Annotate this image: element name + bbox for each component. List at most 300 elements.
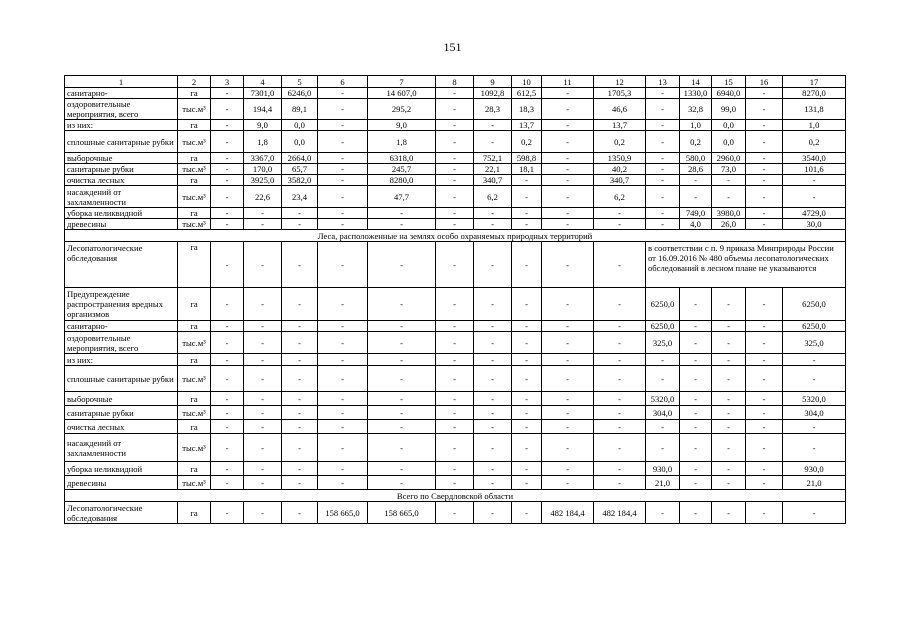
row-label: Лесопатологические обследования bbox=[65, 502, 178, 524]
table-row bbox=[65, 420, 846, 434]
value-cell: - bbox=[211, 219, 244, 230]
value-cell: - bbox=[746, 131, 783, 153]
value-cell: - bbox=[474, 208, 512, 219]
unit-cell: тыс.м³ bbox=[178, 366, 211, 392]
value-cell: - bbox=[211, 502, 244, 524]
value-cell: 3582,0 bbox=[282, 175, 318, 186]
value-cell: - bbox=[368, 219, 436, 230]
value-cell: - bbox=[474, 420, 512, 434]
value-cell: - bbox=[594, 288, 646, 321]
column-number: 10 bbox=[512, 76, 542, 88]
value-cell: - bbox=[646, 366, 680, 392]
value-cell: - bbox=[512, 420, 542, 434]
value-cell: 0,2 bbox=[512, 131, 542, 153]
value-cell: 0,0 bbox=[282, 120, 318, 131]
value-cell: - bbox=[712, 420, 746, 434]
value-cell: - bbox=[542, 208, 594, 219]
value-cell: - bbox=[680, 186, 712, 208]
value-cell: - bbox=[646, 420, 680, 434]
value-cell: - bbox=[318, 332, 368, 354]
column-number: 9 bbox=[474, 76, 512, 88]
value-cell: - bbox=[282, 332, 318, 354]
row-label: оздоровительные мероприятия, всего bbox=[65, 99, 178, 120]
value-cell: 482 184,4 bbox=[594, 502, 646, 524]
value-cell: - bbox=[783, 420, 846, 434]
value-cell: - bbox=[282, 476, 318, 490]
value-cell: - bbox=[318, 242, 368, 288]
value-cell: - bbox=[282, 434, 318, 462]
value-cell: 23,4 bbox=[282, 186, 318, 208]
value-cell: - bbox=[512, 186, 542, 208]
value-cell: - bbox=[436, 462, 474, 476]
value-cell: - bbox=[746, 186, 783, 208]
value-cell: - bbox=[368, 406, 436, 420]
column-number: 8 bbox=[436, 76, 474, 88]
value-cell: - bbox=[436, 366, 474, 392]
value-cell: 14 607,0 bbox=[368, 88, 436, 99]
row-label: санитарные рубки bbox=[65, 406, 178, 420]
value-cell: - bbox=[783, 354, 846, 366]
table-row bbox=[65, 332, 846, 354]
table-row bbox=[65, 502, 846, 524]
row-label: древесины bbox=[65, 219, 178, 230]
value-cell: 1,8 bbox=[244, 131, 282, 153]
value-cell: 0,0 bbox=[282, 131, 318, 153]
value-cell: 1,0 bbox=[680, 120, 712, 131]
value-cell: 749,0 bbox=[680, 208, 712, 219]
value-cell: - bbox=[512, 502, 542, 524]
value-cell: 46,6 bbox=[594, 99, 646, 120]
table-row bbox=[65, 354, 846, 366]
value-cell: 47,7 bbox=[368, 186, 436, 208]
value-cell: 1,8 bbox=[368, 131, 436, 153]
value-cell: - bbox=[512, 366, 542, 392]
value-cell: - bbox=[646, 219, 680, 230]
value-cell: 158 665,0 bbox=[318, 502, 368, 524]
column-number: 16 bbox=[746, 76, 783, 88]
value-cell: 1092,8 bbox=[474, 88, 512, 99]
value-cell: - bbox=[318, 186, 368, 208]
value-cell: - bbox=[436, 120, 474, 131]
value-cell: - bbox=[712, 354, 746, 366]
table-row bbox=[65, 321, 846, 332]
table-row bbox=[65, 164, 846, 175]
value-cell: - bbox=[746, 354, 783, 366]
value-cell: - bbox=[542, 164, 594, 175]
value-cell: 9,0 bbox=[244, 120, 282, 131]
unit-cell: га bbox=[178, 288, 211, 321]
value-cell: - bbox=[244, 392, 282, 406]
value-cell: - bbox=[783, 186, 846, 208]
value-cell: - bbox=[746, 434, 783, 462]
value-cell: - bbox=[512, 354, 542, 366]
row-label: Предупреждение распространения вредных организмов bbox=[65, 288, 178, 321]
value-cell: - bbox=[318, 476, 368, 490]
value-cell: - bbox=[282, 366, 318, 392]
value-cell: - bbox=[436, 164, 474, 175]
unit-cell: га bbox=[178, 502, 211, 524]
column-number: 7 bbox=[368, 76, 436, 88]
value-cell: - bbox=[368, 476, 436, 490]
value-cell: - bbox=[680, 420, 712, 434]
value-cell: - bbox=[318, 366, 368, 392]
value-cell: - bbox=[436, 321, 474, 332]
value-cell: - bbox=[594, 406, 646, 420]
value-cell: 325,0 bbox=[783, 332, 846, 354]
value-cell: - bbox=[542, 131, 594, 153]
unit-cell: га bbox=[178, 392, 211, 406]
unit-cell: га bbox=[178, 420, 211, 434]
value-cell: - bbox=[318, 434, 368, 462]
value-cell: - bbox=[746, 366, 783, 392]
value-cell: 28,6 bbox=[680, 164, 712, 175]
row-label: очистка лесных bbox=[65, 420, 178, 434]
value-cell: - bbox=[746, 120, 783, 131]
row-label: насаждений от захламленности bbox=[65, 434, 178, 462]
value-cell: - bbox=[594, 420, 646, 434]
value-cell: - bbox=[474, 476, 512, 490]
value-cell: - bbox=[680, 392, 712, 406]
table-row bbox=[65, 462, 846, 476]
value-cell: - bbox=[542, 153, 594, 164]
value-cell: - bbox=[244, 288, 282, 321]
section-title: Всего по Свердловской области bbox=[65, 490, 846, 502]
value-cell: - bbox=[211, 164, 244, 175]
value-cell: - bbox=[646, 120, 680, 131]
value-cell: - bbox=[436, 406, 474, 420]
value-cell: - bbox=[368, 242, 436, 288]
value-cell: - bbox=[746, 208, 783, 219]
value-cell: - bbox=[436, 420, 474, 434]
table-row bbox=[65, 288, 846, 321]
value-cell: - bbox=[211, 476, 244, 490]
value-cell: - bbox=[474, 366, 512, 392]
value-cell: - bbox=[282, 502, 318, 524]
table-row bbox=[65, 153, 846, 164]
value-cell: 340,7 bbox=[474, 175, 512, 186]
value-cell: - bbox=[244, 406, 282, 420]
value-cell: - bbox=[783, 175, 846, 186]
value-cell: - bbox=[646, 131, 680, 153]
value-cell: - bbox=[542, 242, 594, 288]
forest-measures-table bbox=[64, 75, 846, 524]
value-cell: 99,0 bbox=[712, 99, 746, 120]
column-number: 3 bbox=[211, 76, 244, 88]
value-cell: - bbox=[746, 502, 783, 524]
value-cell: - bbox=[512, 392, 542, 406]
value-cell: 5320,0 bbox=[646, 392, 680, 406]
value-cell: 32,8 bbox=[680, 99, 712, 120]
value-cell: - bbox=[646, 354, 680, 366]
value-cell: - bbox=[282, 288, 318, 321]
value-cell: - bbox=[746, 476, 783, 490]
value-cell: - bbox=[512, 476, 542, 490]
value-cell: 340,7 bbox=[594, 175, 646, 186]
value-cell: - bbox=[594, 208, 646, 219]
table-row bbox=[65, 175, 846, 186]
value-cell: 1,0 bbox=[783, 120, 846, 131]
column-number: 2 bbox=[178, 76, 211, 88]
value-cell: - bbox=[368, 462, 436, 476]
value-cell: - bbox=[211, 175, 244, 186]
value-cell: - bbox=[436, 175, 474, 186]
value-cell: 752,1 bbox=[474, 153, 512, 164]
value-cell: 22,6 bbox=[244, 186, 282, 208]
unit-cell: га bbox=[178, 242, 211, 288]
value-cell: - bbox=[318, 462, 368, 476]
value-cell: - bbox=[712, 175, 746, 186]
value-cell: 18,3 bbox=[512, 99, 542, 120]
value-cell: - bbox=[282, 208, 318, 219]
value-cell: - bbox=[244, 208, 282, 219]
value-cell: - bbox=[436, 131, 474, 153]
value-cell: 6250,0 bbox=[783, 288, 846, 321]
value-cell: - bbox=[542, 462, 594, 476]
value-cell: 6250,0 bbox=[646, 288, 680, 321]
table-row bbox=[65, 208, 846, 219]
value-cell: - bbox=[211, 366, 244, 392]
table-row bbox=[65, 392, 846, 406]
section-title: Леса, расположенные на землях особо охраняемых природных территорий bbox=[65, 230, 846, 242]
value-cell: - bbox=[594, 219, 646, 230]
value-cell: - bbox=[211, 420, 244, 434]
value-cell: 7301,0 bbox=[244, 88, 282, 99]
value-cell: - bbox=[436, 332, 474, 354]
value-cell: - bbox=[318, 420, 368, 434]
value-cell: - bbox=[746, 392, 783, 406]
value-cell: - bbox=[368, 420, 436, 434]
value-cell: - bbox=[594, 392, 646, 406]
value-cell: - bbox=[646, 502, 680, 524]
value-cell: - bbox=[211, 131, 244, 153]
value-cell: - bbox=[211, 406, 244, 420]
value-cell: - bbox=[282, 321, 318, 332]
value-cell: 6246,0 bbox=[282, 88, 318, 99]
value-cell: - bbox=[542, 219, 594, 230]
value-cell: - bbox=[680, 502, 712, 524]
value-cell: - bbox=[542, 332, 594, 354]
value-cell: 65,7 bbox=[282, 164, 318, 175]
column-number: 6 bbox=[318, 76, 368, 88]
unit-cell: тыс.м³ bbox=[178, 406, 211, 420]
value-cell: - bbox=[712, 434, 746, 462]
value-cell: - bbox=[436, 354, 474, 366]
value-cell: - bbox=[512, 321, 542, 332]
section-title-row bbox=[65, 490, 846, 502]
value-cell: - bbox=[436, 88, 474, 99]
value-cell: - bbox=[436, 502, 474, 524]
row-label: сплошные санитарные рубки bbox=[65, 131, 178, 153]
value-cell: 170,0 bbox=[244, 164, 282, 175]
value-cell: - bbox=[474, 321, 512, 332]
value-cell: - bbox=[646, 208, 680, 219]
value-cell: - bbox=[542, 354, 594, 366]
value-cell: - bbox=[244, 219, 282, 230]
value-cell: - bbox=[474, 462, 512, 476]
value-cell: - bbox=[712, 476, 746, 490]
value-cell: - bbox=[542, 392, 594, 406]
value-cell: - bbox=[746, 219, 783, 230]
row-label: выборочные bbox=[65, 392, 178, 406]
value-cell: - bbox=[594, 366, 646, 392]
value-cell: 295,2 bbox=[368, 99, 436, 120]
value-cell: 6940,0 bbox=[712, 88, 746, 99]
value-cell: - bbox=[594, 462, 646, 476]
value-cell: - bbox=[542, 99, 594, 120]
value-cell: - bbox=[542, 120, 594, 131]
value-cell: 26,0 bbox=[712, 219, 746, 230]
value-cell: - bbox=[542, 186, 594, 208]
value-cell: - bbox=[368, 392, 436, 406]
value-cell: - bbox=[746, 321, 783, 332]
unit-cell: тыс.м³ bbox=[178, 332, 211, 354]
value-cell: - bbox=[244, 242, 282, 288]
table-row bbox=[65, 242, 846, 288]
value-cell: - bbox=[318, 392, 368, 406]
value-cell: 21,0 bbox=[783, 476, 846, 490]
value-cell: 28,3 bbox=[474, 99, 512, 120]
value-cell: - bbox=[646, 164, 680, 175]
value-cell: - bbox=[474, 120, 512, 131]
value-cell: - bbox=[436, 434, 474, 462]
table-row bbox=[65, 366, 846, 392]
value-cell: 6318,0 bbox=[368, 153, 436, 164]
value-cell: - bbox=[368, 332, 436, 354]
value-cell: 325,0 bbox=[646, 332, 680, 354]
value-cell: - bbox=[746, 153, 783, 164]
column-number: 1 bbox=[65, 76, 178, 88]
value-cell: - bbox=[680, 321, 712, 332]
value-cell: - bbox=[680, 288, 712, 321]
value-cell: - bbox=[746, 332, 783, 354]
value-cell: - bbox=[211, 242, 244, 288]
value-cell: 482 184,4 bbox=[542, 502, 594, 524]
row-label: санитарно- bbox=[65, 321, 178, 332]
value-cell: 8270,0 bbox=[783, 88, 846, 99]
value-cell: 2664,0 bbox=[282, 153, 318, 164]
value-cell: 21,0 bbox=[646, 476, 680, 490]
value-cell: 3540,0 bbox=[783, 153, 846, 164]
value-cell: 158 665,0 bbox=[368, 502, 436, 524]
value-cell: - bbox=[542, 366, 594, 392]
value-cell: - bbox=[594, 476, 646, 490]
value-cell: - bbox=[244, 332, 282, 354]
value-cell: - bbox=[318, 88, 368, 99]
value-cell: - bbox=[436, 153, 474, 164]
value-cell: 101,6 bbox=[783, 164, 846, 175]
value-cell: 6,2 bbox=[474, 186, 512, 208]
row-label: из них: bbox=[65, 120, 178, 131]
unit-cell: га bbox=[178, 208, 211, 219]
table-row bbox=[65, 99, 846, 120]
value-cell: 1705,3 bbox=[594, 88, 646, 99]
value-cell: - bbox=[646, 434, 680, 462]
unit-cell: га bbox=[178, 153, 211, 164]
row-label: санитарно- bbox=[65, 88, 178, 99]
unit-cell: тыс.м³ bbox=[178, 434, 211, 462]
row-label: уборка неликвидной bbox=[65, 462, 178, 476]
value-cell: - bbox=[712, 366, 746, 392]
row-label: сплошные санитарные рубки bbox=[65, 366, 178, 392]
table-row bbox=[65, 219, 846, 230]
value-cell: - bbox=[746, 288, 783, 321]
value-cell: - bbox=[436, 186, 474, 208]
value-cell: - bbox=[244, 476, 282, 490]
value-cell: 22,1 bbox=[474, 164, 512, 175]
value-cell: - bbox=[542, 406, 594, 420]
value-cell: - bbox=[318, 321, 368, 332]
value-cell: - bbox=[712, 288, 746, 321]
column-number: 17 bbox=[783, 76, 846, 88]
value-cell: - bbox=[436, 288, 474, 321]
value-cell: - bbox=[474, 354, 512, 366]
value-cell: 3367,0 bbox=[244, 153, 282, 164]
value-cell: - bbox=[318, 99, 368, 120]
value-cell: - bbox=[244, 321, 282, 332]
value-cell: 2960,0 bbox=[712, 153, 746, 164]
column-number: 11 bbox=[542, 76, 594, 88]
table-row bbox=[65, 476, 846, 490]
value-cell: - bbox=[318, 175, 368, 186]
value-cell: - bbox=[368, 321, 436, 332]
value-cell: - bbox=[474, 242, 512, 288]
value-cell: - bbox=[368, 288, 436, 321]
value-cell: - bbox=[474, 406, 512, 420]
value-cell: - bbox=[368, 366, 436, 392]
value-cell: 3980,0 bbox=[712, 208, 746, 219]
column-number: 13 bbox=[646, 76, 680, 88]
column-number: 12 bbox=[594, 76, 646, 88]
value-cell: 194,4 bbox=[244, 99, 282, 120]
value-cell: - bbox=[318, 164, 368, 175]
value-cell: - bbox=[746, 420, 783, 434]
value-cell: - bbox=[436, 219, 474, 230]
value-cell: - bbox=[282, 392, 318, 406]
value-cell: 6,2 bbox=[594, 186, 646, 208]
value-cell: - bbox=[211, 332, 244, 354]
value-cell: - bbox=[594, 434, 646, 462]
value-cell: - bbox=[474, 131, 512, 153]
value-cell: - bbox=[542, 321, 594, 332]
table-row bbox=[65, 120, 846, 131]
value-cell: - bbox=[368, 354, 436, 366]
value-cell: - bbox=[646, 88, 680, 99]
value-cell: 89,1 bbox=[282, 99, 318, 120]
value-cell: - bbox=[282, 219, 318, 230]
note-cell: в соответствии с п. 9 приказа Минприроды России от 16.09.2016 № 480 объемы лесопатологических обследований в лесном плане не указываются bbox=[646, 242, 846, 288]
value-cell: 30,0 bbox=[783, 219, 846, 230]
value-cell: - bbox=[211, 88, 244, 99]
value-cell: - bbox=[282, 406, 318, 420]
value-cell: 580,0 bbox=[680, 153, 712, 164]
value-cell: 6250,0 bbox=[783, 321, 846, 332]
value-cell: 131,8 bbox=[783, 99, 846, 120]
value-cell: 4,0 bbox=[680, 219, 712, 230]
value-cell: 13,7 bbox=[594, 120, 646, 131]
value-cell: - bbox=[594, 321, 646, 332]
value-cell: - bbox=[436, 99, 474, 120]
value-cell: - bbox=[542, 288, 594, 321]
value-cell: - bbox=[368, 434, 436, 462]
unit-cell: га bbox=[178, 321, 211, 332]
value-cell: - bbox=[512, 462, 542, 476]
value-cell: - bbox=[318, 208, 368, 219]
value-cell: 4729,0 bbox=[783, 208, 846, 219]
row-label: выборочные bbox=[65, 153, 178, 164]
value-cell: 598,8 bbox=[512, 153, 542, 164]
value-cell: 40,2 bbox=[594, 164, 646, 175]
unit-cell: га bbox=[178, 120, 211, 131]
